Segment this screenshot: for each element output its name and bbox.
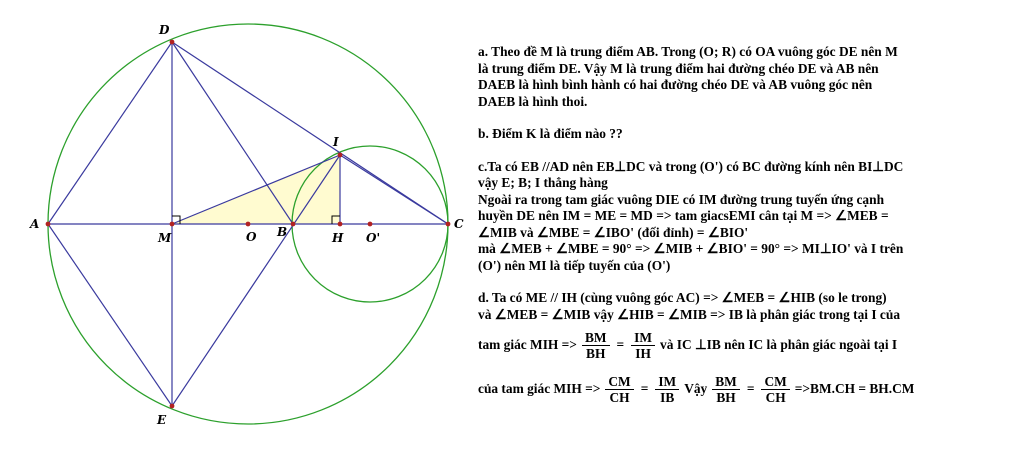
point-d [170, 40, 175, 45]
point-b [291, 222, 296, 227]
part-d-equation-1 [478, 323, 1018, 367]
geometry-figure [0, 0, 470, 470]
point-o [246, 222, 251, 227]
point-i [338, 153, 343, 158]
point-a [46, 222, 51, 227]
fraction-numerator: IM [655, 374, 679, 390]
part-d-equation-2 [478, 367, 1018, 411]
fraction-denominator: IH [635, 345, 651, 361]
fraction-numerator: IM [631, 330, 655, 346]
fraction-denominator: CH [609, 389, 630, 405]
point-e [170, 404, 175, 409]
label-o: O [246, 230, 257, 244]
part-a-line-1: a. Theo đề M là trung điểm AB. Trong (O; R) có OA vuông góc DE nên M [478, 44, 898, 59]
fraction-denominator: IB [660, 389, 675, 405]
part-c-line-7: (O') nên MI là tiếp tuyến của (O') [478, 257, 671, 273]
fraction-bm-bh-2 [712, 374, 740, 405]
line-ae [48, 224, 172, 406]
part-c-line-1: c.Ta có EB //AD nên EB⊥DC và trong (O') có BC đường kính nên BI⊥DC [478, 158, 904, 174]
part-a-line-3: DAEB là hình bình hành có hai đường chéo DE và AB vuông góc nên [478, 77, 873, 92]
part-d-line-4-mid: Vậy [684, 380, 708, 396]
fraction-im-ih [631, 330, 655, 361]
fraction-numerator: CM [605, 374, 633, 390]
line-ad [48, 42, 172, 224]
equals-sign: = [640, 380, 649, 396]
point-c [446, 222, 451, 227]
point-o-prime [368, 222, 373, 227]
label-b: B [277, 225, 288, 239]
part-c-line-5: ∠MIB và ∠MBE = ∠IBO' (đối đỉnh) = ∠BIO' [478, 224, 749, 240]
line-db [172, 42, 293, 224]
fraction-numerator: BM [582, 330, 610, 346]
fraction-denominator: BH [716, 389, 736, 405]
label-d: D [159, 23, 170, 37]
point-h [338, 222, 343, 227]
part-a-line-4: DAEB là hình thoi. [478, 93, 588, 109]
line-ic [340, 155, 448, 224]
part-c-line-4: huyền DE nên IM = ME = MD => tam giacsEMI cân tại M => ∠MEB = [478, 208, 889, 223]
equals-sign: = [616, 336, 625, 352]
part-d-line-4-post: =>BM.CH = BH.CM [794, 380, 915, 396]
fraction-denominator: CH [765, 389, 786, 405]
label-i: I [333, 135, 339, 149]
part-c-line-6: mà ∠MEB + ∠MBE = 90° => ∠MIB + ∠BIO' = 90° => MI⊥IO' và I trên [478, 241, 904, 256]
fraction-numerator: BM [712, 374, 740, 390]
fraction-cm-ch-2 [761, 374, 789, 405]
part-a-line-2: là trung điểm DE. Vậy M là trung điểm hai đường chéo DE và AB nên [478, 60, 879, 76]
part-d-line-3-post: và IC ⊥IB nên IC là phân giác ngoài tại I [660, 336, 898, 352]
label-c: C [454, 217, 464, 231]
part-d-line-2: và ∠MEB = ∠MIB vậy ∠HIB = ∠MIB => IB là phân giác trong tại I của [478, 306, 901, 322]
part-d-line-3-pre: tam giác MIH => [478, 336, 577, 352]
fraction-denominator: BH [586, 345, 606, 361]
fraction-im-ib [655, 374, 679, 405]
point-m [170, 222, 175, 227]
label-e: E [157, 413, 167, 427]
label-h: H [332, 231, 344, 245]
equals-sign: = [746, 380, 755, 396]
fraction-numerator: CM [761, 374, 789, 390]
label-a: A [30, 217, 40, 231]
fraction-bm-bh [582, 330, 610, 361]
label-m: M [158, 231, 172, 245]
part-b-line-1: b. Điểm K là điểm nào ?? [478, 126, 623, 141]
part-d-line-4-pre: của tam giác MIH => [478, 380, 601, 396]
label-o-prime: O' [366, 231, 381, 245]
part-c-line-2: vậy E; B; I thẳng hàng [478, 175, 608, 190]
part-d-line-1: d. Ta có ME // IH (cùng vuông góc AC) => ∠MEB = ∠HIB (so le trong) [478, 290, 887, 305]
fraction-cm-ch [605, 374, 633, 405]
solution-text [478, 44, 1018, 411]
part-c-line-3: Ngoài ra trong tam giác vuông DIE có IM đường trung tuyến ứng cạnh [478, 191, 885, 207]
